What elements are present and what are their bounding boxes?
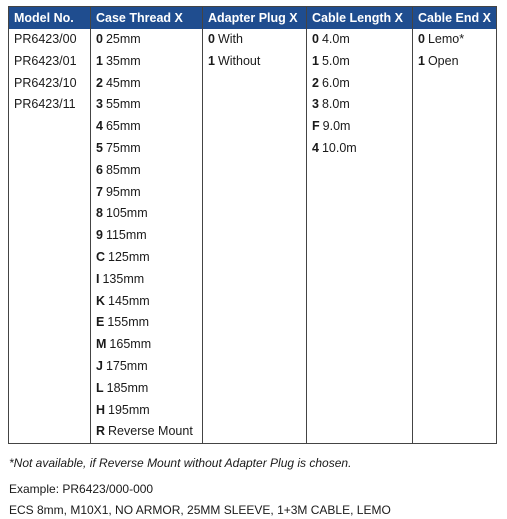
case-thread-column xyxy=(91,29,202,443)
cable-length-value: 8.0m xyxy=(321,97,350,112)
case-thread-option xyxy=(96,334,202,356)
case-thread-value: 85mm xyxy=(105,162,141,177)
case-thread-option xyxy=(96,138,202,160)
cable-length-option xyxy=(312,51,412,73)
case-thread-code: 9 xyxy=(96,228,103,243)
adapter-plug-option xyxy=(208,29,306,51)
adapter-plug-column xyxy=(203,29,306,443)
cable-end-option xyxy=(418,51,497,73)
case-thread-value: 35mm xyxy=(105,53,141,68)
adapter-plug-code: 1 xyxy=(208,53,215,68)
adapter-plug-code: 0 xyxy=(208,32,215,46)
case-thread-code: 7 xyxy=(96,184,103,199)
case-thread-option xyxy=(96,421,202,443)
model-number: PR6423/00 xyxy=(14,32,77,46)
case-thread-option xyxy=(96,356,202,378)
cable-length-option xyxy=(312,116,412,138)
cable-length-option xyxy=(312,138,412,160)
cable-length-code: 1 xyxy=(312,53,319,68)
model-number: PR6423/11 xyxy=(14,97,76,112)
footnote: *Not available, if Reverse Mount without Adapter Plug is chosen. xyxy=(9,456,352,470)
header-cable-length: Cable Length X xyxy=(312,11,403,25)
header-model-no: Model No. xyxy=(14,11,74,25)
header-adapter-plug: Adapter Plug X xyxy=(208,11,298,25)
cable-end-code: 0 xyxy=(418,32,425,46)
cable-end-code: 1 xyxy=(418,53,425,68)
case-thread-option xyxy=(96,225,202,247)
case-thread-option xyxy=(96,29,202,51)
case-thread-code: R xyxy=(96,424,106,439)
case-thread-option xyxy=(96,73,202,95)
case-thread-code: L xyxy=(96,380,104,395)
case-thread-option xyxy=(96,378,202,400)
cable-length-option xyxy=(312,29,412,51)
cable-length-code: 0 xyxy=(312,32,319,46)
model-column xyxy=(9,29,90,443)
adapter-plug-value: With xyxy=(217,32,243,46)
case-thread-code: 4 xyxy=(96,119,103,134)
header-cable-end: Cable End X xyxy=(418,11,491,25)
case-thread-code: 8 xyxy=(96,206,103,221)
cable-length-column xyxy=(307,29,412,443)
case-thread-option xyxy=(96,291,202,313)
cable-end-value: Lemo* xyxy=(427,32,465,46)
case-thread-code: 6 xyxy=(96,162,103,177)
cable-length-code: 3 xyxy=(312,97,319,112)
case-thread-value: 75mm xyxy=(105,140,141,155)
case-thread-option xyxy=(96,247,202,269)
case-thread-value: 65mm xyxy=(105,119,141,134)
case-thread-code: M xyxy=(96,337,107,352)
cable-length-code: 2 xyxy=(312,75,319,90)
case-thread-value: 55mm xyxy=(105,97,141,112)
case-thread-code: I xyxy=(96,271,100,286)
header-case-thread: Case Thread X xyxy=(96,11,183,25)
cable-length-value: 4.0m xyxy=(321,32,350,46)
model-number: PR6423/10 xyxy=(14,75,77,90)
case-thread-code: 3 xyxy=(96,97,103,112)
case-thread-option xyxy=(96,400,202,422)
case-thread-code: 2 xyxy=(96,75,103,90)
adapter-plug-option xyxy=(208,51,306,73)
case-thread-option xyxy=(96,203,202,225)
case-thread-value: 185mm xyxy=(106,380,149,395)
case-thread-option xyxy=(96,269,202,291)
case-thread-option xyxy=(96,116,202,138)
case-thread-value: 125mm xyxy=(108,249,150,264)
case-thread-code: E xyxy=(96,315,105,330)
case-thread-code: J xyxy=(96,358,103,373)
case-thread-value: Reverse Mount xyxy=(108,424,193,439)
case-thread-value: 95mm xyxy=(105,184,141,199)
cable-length-option xyxy=(312,94,412,116)
case-thread-value: 45mm xyxy=(105,75,141,90)
case-thread-code: C xyxy=(96,249,106,264)
cable-length-value: 10.0m xyxy=(321,140,357,155)
case-thread-option xyxy=(96,312,202,334)
case-thread-code: 5 xyxy=(96,140,103,155)
cable-end-value: Open xyxy=(427,53,459,68)
cable-end-column xyxy=(413,29,497,443)
case-thread-value: 145mm xyxy=(108,293,150,308)
case-thread-code: 1 xyxy=(96,53,103,68)
case-thread-option xyxy=(96,182,202,204)
case-thread-option xyxy=(96,160,202,182)
cable-length-value: 6.0m xyxy=(321,75,350,90)
case-thread-value: 155mm xyxy=(107,315,150,330)
example-line-2: ECS 8mm, M10X1, NO ARMOR, 25MM SLEEVE, 1+3M CABLE, LEMO xyxy=(9,503,391,517)
ordering-table xyxy=(8,6,497,444)
cable-end-option xyxy=(418,29,497,51)
case-thread-code: H xyxy=(96,402,106,417)
case-thread-value: 105mm xyxy=(105,206,148,221)
case-thread-value: 175mm xyxy=(105,358,148,373)
cable-length-code: 4 xyxy=(312,140,319,155)
cable-length-value: 9.0m xyxy=(322,119,351,134)
case-thread-option xyxy=(96,94,202,116)
case-thread-option xyxy=(96,51,202,73)
case-thread-code: K xyxy=(96,293,106,308)
adapter-plug-value: Without xyxy=(217,53,261,68)
cable-length-option xyxy=(312,73,412,95)
case-thread-value: 165mm xyxy=(109,337,152,352)
case-thread-value: 195mm xyxy=(108,402,150,417)
cable-length-code: F xyxy=(312,119,320,134)
case-thread-value: 115mm xyxy=(105,228,147,243)
example-line-1: Example: PR6423/000-000 xyxy=(9,482,154,496)
case-thread-code: 0 xyxy=(96,32,103,46)
cable-length-value: 5.0m xyxy=(321,53,350,68)
model-number: PR6423/01 xyxy=(14,53,77,68)
case-thread-value: 25mm xyxy=(105,32,141,46)
case-thread-value: 135mm xyxy=(102,271,145,286)
table-header xyxy=(9,7,496,29)
